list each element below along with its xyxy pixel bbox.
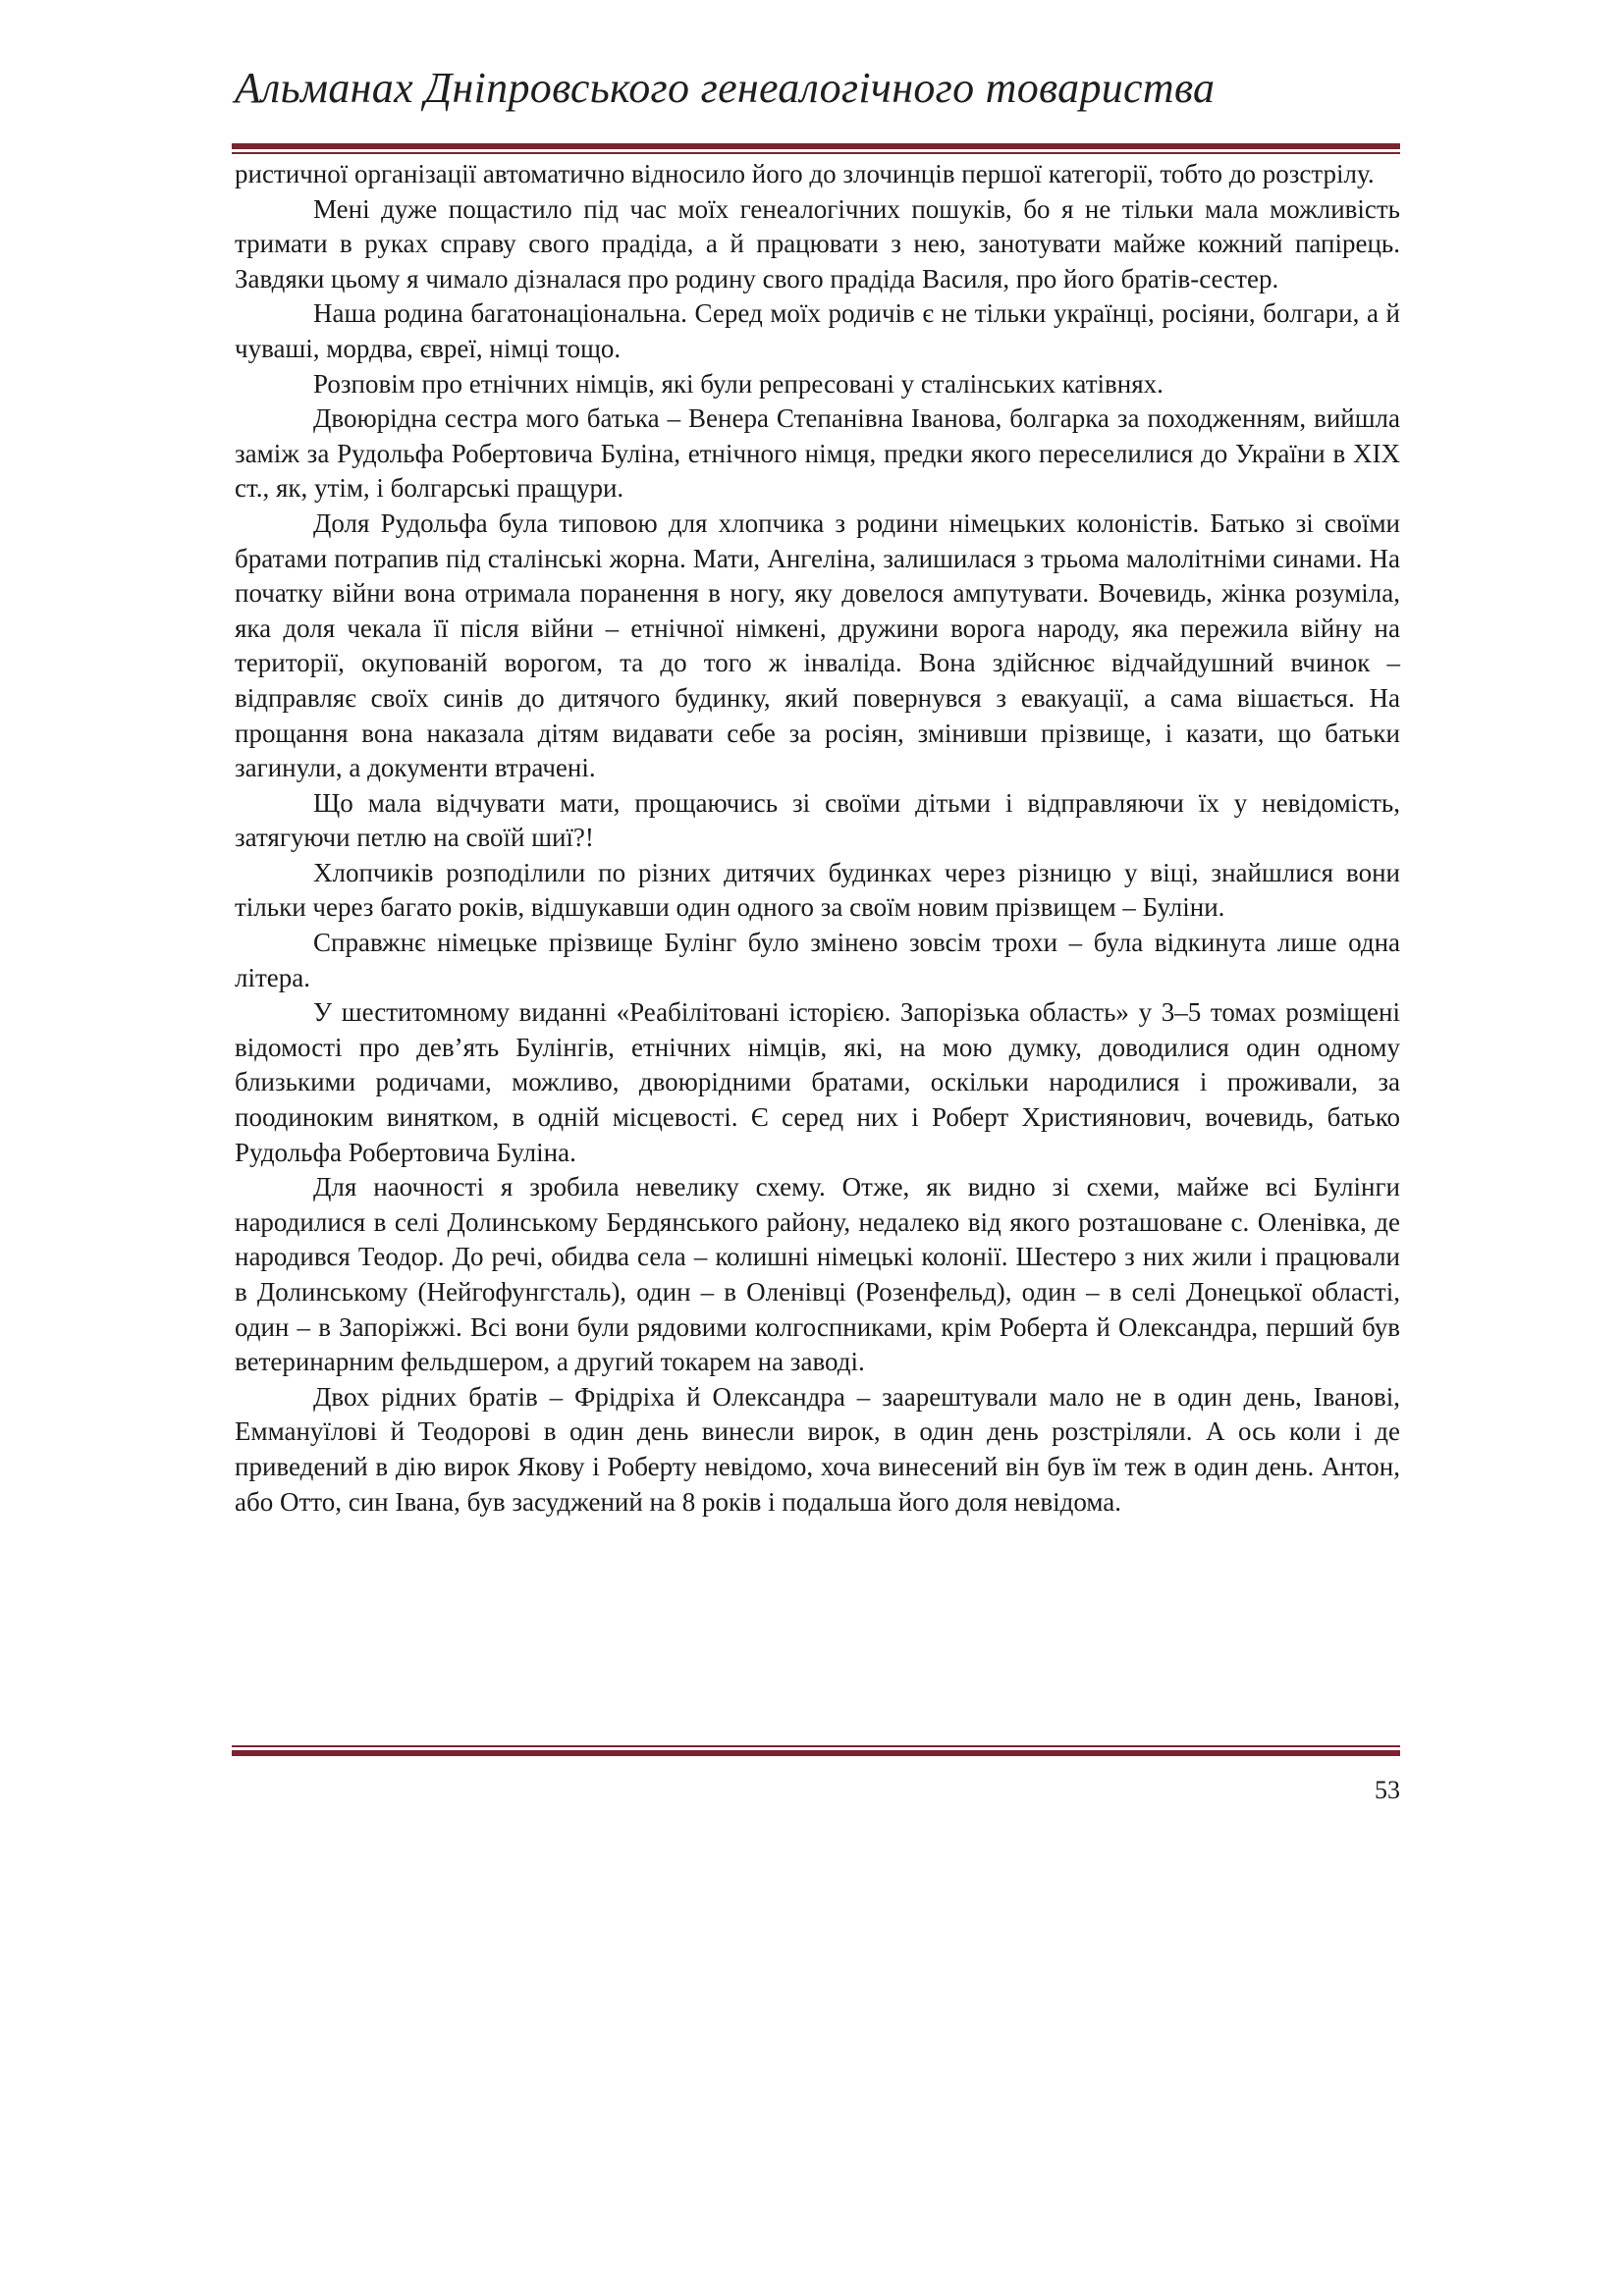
header-title: Альманах Дніпровського генеалогічного товариства: [235, 64, 1216, 112]
footer-rule-thin: [232, 1745, 1400, 1747]
paragraph: Наша родина багатонаціональна. Серед моїх родичів є не тільки українці, росіяни, болгари, а й чуваші, мордва, євреї, німці тощо.: [235, 298, 1400, 363]
page-number: 53: [1375, 1776, 1400, 1804]
paragraph: Двох рідних братів – Фрідріха й Олександра – заарештували мало не в один день, Іванові, Еммануїлові й Теодорові в один день винесли вирок, в один день розстріляли. А ось коли і де приведений в дію вирок Якову і Роберту невідомо, хоча винесений він був їм теж в один день. Антон, або Отто, син Івана, був засуджений на 8 років і подальша його доля невідома.: [235, 1381, 1400, 1517]
paragraph: Мені дуже пощастило під час моїх генеалогічних пошуків, бо я не тільки мала можливість тримати в руках справу свого прадіда, а й працювати з нею, занотувати майже кожний папірець. Завдяки цьому я чимало дізналася про родину свого прадіда Василя, про його братів-сестер.: [235, 193, 1400, 294]
paragraph: Розповім про етнічних німців, які були репресовані у сталінських катівнях.: [313, 368, 1164, 399]
header-rule-thick: [232, 143, 1400, 149]
paragraph: Доля Рудольфа була типовою для хлопчика з родини німецьких колоністів. Батько зі своїми братами потрапив під сталінські жорна. Мати, Ангеліна, залишилася з трьома малолітніми синами. На початку війни вона отримала поранення в ногу, яку довелося ампутувати. Вочевидь, жінка розуміла, яка доля чекала її після війни – етнічної німкені, дружини ворога народу, яка пережила війну на території, окупованій ворогом, та до того ж інваліда. Вона здійснює відчайдушний вчинок – відправляє своїх синів до дитячого будинку, який повернувся з евакуації, а сама вішається. На прощання вона наказала дітям видавати себе за росіян, змінивши прізвище, і казати, що батьки загинули, а документи втрачені.: [235, 507, 1400, 783]
paragraph: Що мала відчувати мати, прощаючись зі своїми дітьми і відправляючи їх у невідомість, затягуючи петлю на своїй шиї?!: [235, 787, 1400, 853]
paragraph: ристичної організації автоматично відносило його до злочинців першої категорії, тобто до розстрілу.: [235, 159, 1375, 188]
body-text: [235, 157, 1400, 1520]
paragraph: Двоюрідна сестра мого батька – Венера Степанівна Іванова, болгарка за походженням, вийшла заміж за Рудольфа Робертовича Буліна, етнічного німця, предки якого переселилися до України в XIX ст., як, утім, і болгарські пращури.: [235, 403, 1400, 504]
paragraph: Для наочності я зробила невелику схему. Отже, як видно зі схеми, майже всі Булінги народилися в селі Долинському Бердянського району, недалеко від якого розташоване с. Оленівка, де народився Теодор. До речі, обидва села – колишні німецькі колонії. Шестеро з них жили і працювали в Долинському (Нейгофунгсталь), один – в Оленівці (Розенфельд), один – в селі Донецької області, один – в Запоріжжі. Всі вони були рядовими колгоспниками, крім Роберта й Олександра, перший був ветеринарним фельдшером, а другий токарем на заводі.: [235, 1172, 1400, 1377]
header-divider: [232, 143, 1400, 154]
paragraph: Хлопчиків розподілили по різних дитячих будинках через різницю у віці, знайшлися вони тільки через багато років, відшукавши один одного за своїм новим прізвищем – Буліни.: [235, 857, 1400, 923]
footer-rule-thick: [232, 1750, 1400, 1756]
paragraph: У шеститомному виданні «Реабілітовані історією. Запорізька область» у 3–5 томах розміщені відомості про дев’ять Булінгів, етнічних німців, які, на мою думку, доводилися один одному близькими родичами, можливо, двоюрідними братами, оскільки народилися і проживали, за поодиноким винятком, в одній місцевості. Є серед них і Роберт Християнович, вочевидь, батько Рудольфа Робертовича Буліна.: [235, 997, 1400, 1167]
running-header: [232, 64, 1400, 112]
footer-divider: [232, 1745, 1400, 1756]
paragraph: Справжнє німецьке прізвище Булінг було змінено зовсім трохи – була відкинута лише одна літера.: [235, 928, 1400, 992]
header-rule-thin: [232, 152, 1400, 154]
